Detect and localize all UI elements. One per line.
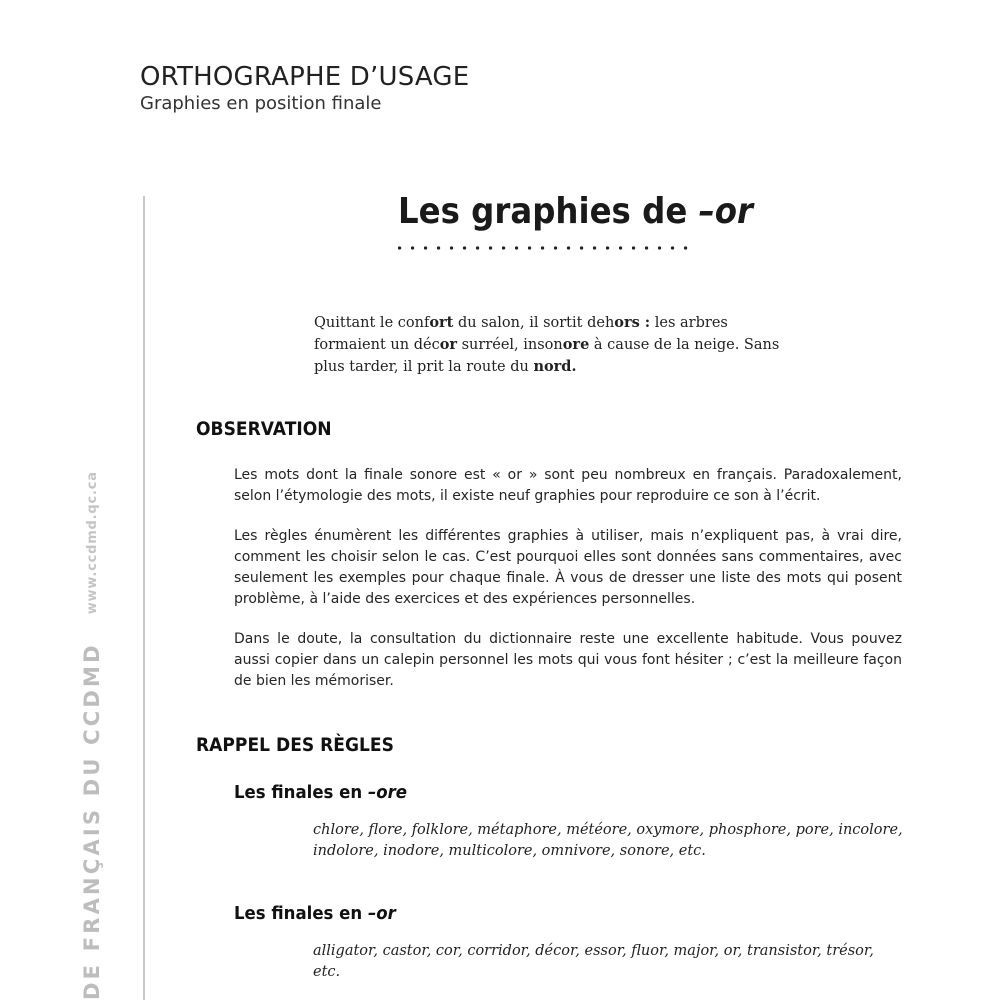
rule-heading-ore-label: Les finales en	[234, 782, 368, 803]
document-category-title: ORTHOGRAPHE D’USAGE	[140, 62, 470, 92]
page-title-prefix: Les graphies de	[398, 191, 699, 232]
rule-examples-ore: chlore, flore, folklore, métaphore, météore, oxymore, phosphore, pore, incolore, indolore, inodore, multicolore, omnivore, sonore, etc.	[313, 822, 903, 859]
sidebar-brand: DE FRANÇAIS DU CCDMD	[80, 642, 104, 1000]
page-title-block	[398, 188, 792, 255]
rule-examples-or: alligator, castor, cor, corridor, décor, essor, fluor, major, or, transistor, trésor, etc.	[313, 943, 874, 980]
observation-paragraph-3: Dans le doute, la consultation du dictionnaire reste une excellente habitude. Vous pouvez aussi copier dans un calepin personnel les mots qui vous font hésiter ; c’est la meilleure façon de bien les mémoriser.	[234, 631, 902, 689]
sidebar-vertical-text	[72, 471, 112, 1000]
rules-heading: RAPPEL DES RÈGLES	[196, 734, 394, 756]
rule-heading-or-label: Les finales en	[234, 903, 368, 924]
intro-example-paragraph	[314, 312, 794, 378]
observation-paragraph-2: Les règles énumèrent les différentes graphies à utiliser, mais n’expliquent pas, à vrai dire, comment les choisir selon le cas. C’est pourquoi elles sont données sans commentaires, avec seulement les exemples pour chaque finale. À vous de dresser une liste des mots qui posent problème, à l’aide des exercices et des expériences personnelles.	[234, 528, 902, 607]
intro-segment: ore	[562, 336, 590, 353]
rule-heading-ore-suffix: –ore	[367, 782, 408, 803]
intro-segment: du salon, il sortit deh	[453, 315, 615, 331]
document-header	[140, 62, 469, 116]
intro-segment: surréel, inson	[457, 337, 563, 353]
intro-segment: Quittant le conf	[314, 315, 430, 331]
title-dotted-underline	[398, 245, 700, 251]
rule-heading-ore	[234, 782, 407, 803]
intro-segment: or	[439, 336, 457, 353]
intro-segment: nord.	[533, 358, 577, 375]
page-title	[398, 188, 753, 236]
intro-segment: ors :	[614, 314, 651, 331]
document-category-subtitle: Graphies en position finale	[140, 93, 382, 114]
observation-heading: OBSERVATION	[196, 418, 332, 440]
observation-paragraph-1: Les mots dont la finale sonore est « or » sont peu nombreux en français. Paradoxalement, selon l’étymologie des mots, il existe neuf graphies pour reproduire ce son à l’écrit.	[234, 467, 902, 504]
rule-heading-or-suffix: –or	[367, 903, 396, 924]
rule-heading-or	[234, 903, 396, 924]
sidebar-vertical-rule	[143, 196, 145, 1000]
intro-segment: à cause de la neige. Sans plus tarder, il prit la route du	[314, 337, 780, 375]
intro-segment: ort	[429, 314, 454, 331]
intro-segment: les arbres formaient un déc	[314, 315, 728, 353]
page-title-suffix: –or	[698, 191, 754, 232]
sidebar-url: www.ccdmd.qc.ca	[84, 471, 100, 615]
